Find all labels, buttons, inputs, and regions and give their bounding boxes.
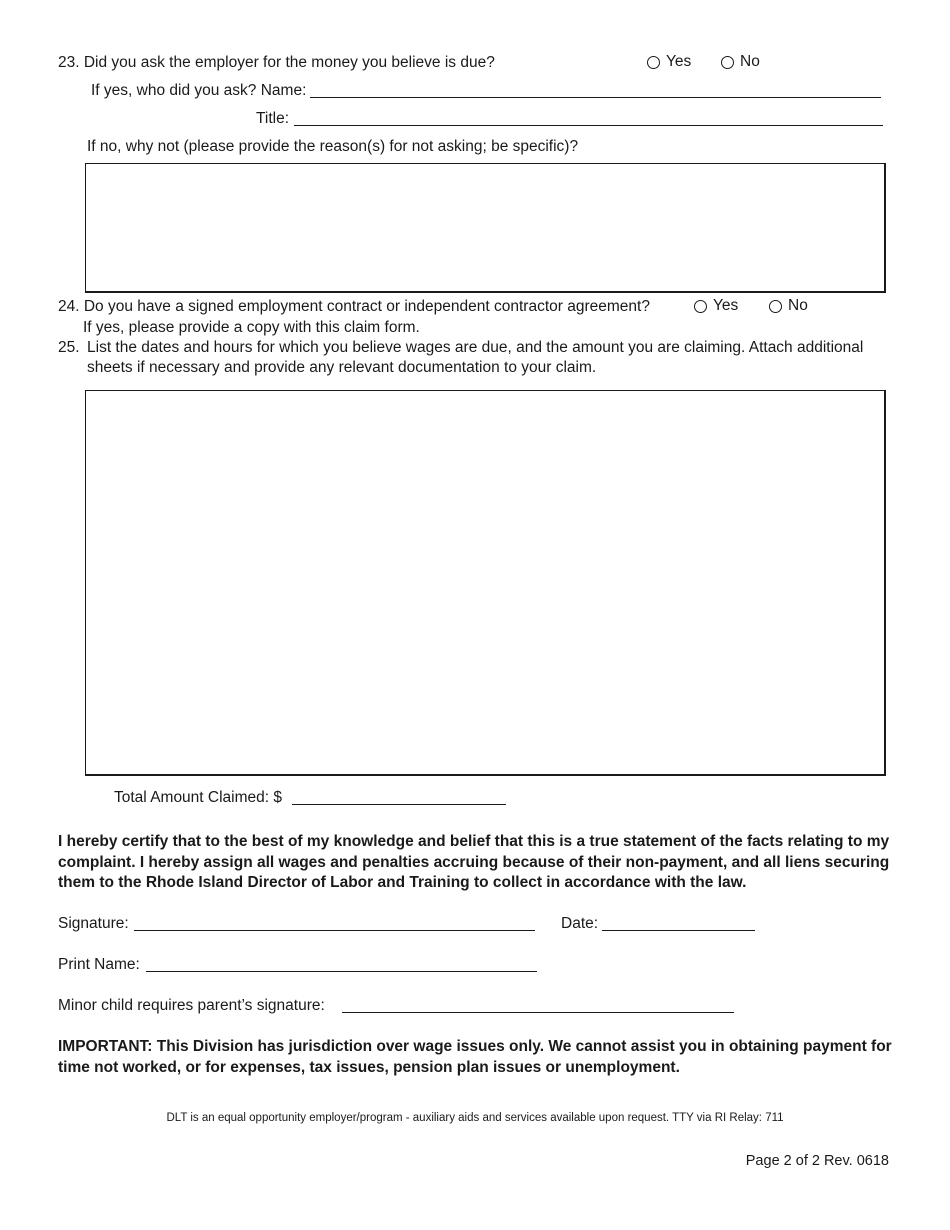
minor-signature-label: Minor child requires parent’s signature: xyxy=(58,997,325,1014)
date-label: Date: xyxy=(561,915,599,932)
q23-name-field[interactable] xyxy=(310,97,881,98)
q23-title-label: Title: xyxy=(256,110,290,127)
q25-details-textarea[interactable] xyxy=(85,390,886,776)
radio-circle-icon[interactable] xyxy=(647,56,660,69)
q24-yes-label: Yes xyxy=(713,297,739,314)
q23-name-label: If yes, who did you ask? Name: xyxy=(91,82,307,99)
total-claimed-label: Total Amount Claimed: $ xyxy=(114,789,283,806)
q23-why-not-label: If no, why not (please provide the reason(s) for not asking; be specific)? xyxy=(87,138,579,155)
q24-question: 24. Do you have a signed employment contract or independent contractor agreement? xyxy=(58,298,650,315)
q23-no-label: No xyxy=(740,53,760,70)
radio-circle-icon[interactable] xyxy=(721,56,734,69)
q25-text-line2: sheets if necessary and provide any relevant documentation to your claim. xyxy=(87,359,597,376)
q24-note: If yes, please provide a copy with this claim form. xyxy=(83,319,420,336)
q23-title-field[interactable] xyxy=(294,125,883,126)
q23-yes-label: Yes xyxy=(666,53,692,70)
q23-why-not-textarea[interactable] xyxy=(85,163,886,293)
equal-opportunity-footer: DLT is an equal opportunity employer/program - auxiliary aids and services available upon request. TTY via RI Relay: 711 xyxy=(166,1112,784,1124)
total-claimed-field[interactable] xyxy=(292,804,506,805)
important-notice: IMPORTANT: This Division has jurisdiction over wage issues only. We cannot assist you in obtaining payment for time not worked, or for expenses, tax issues, pension plan issues or unemployment. xyxy=(58,1038,892,1076)
print-name-field[interactable] xyxy=(146,971,537,972)
minor-signature-field[interactable] xyxy=(342,1012,734,1013)
q25-number: 25. xyxy=(58,339,80,356)
date-field[interactable] xyxy=(602,930,755,931)
radio-circle-icon[interactable] xyxy=(769,300,782,313)
signature-label: Signature: xyxy=(58,915,129,932)
page-info: Page 2 of 2 Rev. 0618 xyxy=(745,1153,889,1169)
q24-no-label: No xyxy=(788,297,808,314)
q24-no-radio[interactable] xyxy=(769,296,808,316)
print-name-label: Print Name: xyxy=(58,956,140,973)
q23-yes-radio[interactable] xyxy=(647,52,691,72)
radio-circle-icon[interactable] xyxy=(694,300,707,313)
q23-question: 23. Did you ask the employer for the money you believe is due? xyxy=(58,54,495,71)
signature-field[interactable] xyxy=(134,930,535,931)
certification-statement: I hereby certify that to the best of my knowledge and belief that this is a true statement of the facts relating to my complaint. I hereby assign all wages and penalties accruing because of their non-payment, and all liens securing them to the Rhode Island Director of Labor and Training to collect in accordance with the law. xyxy=(58,833,890,891)
q23-no-radio[interactable] xyxy=(721,52,760,72)
q24-yes-radio[interactable] xyxy=(694,296,738,316)
q25-text-line1: List the dates and hours for which you believe wages are due, and the amount you are claiming. Attach additional xyxy=(87,339,864,356)
